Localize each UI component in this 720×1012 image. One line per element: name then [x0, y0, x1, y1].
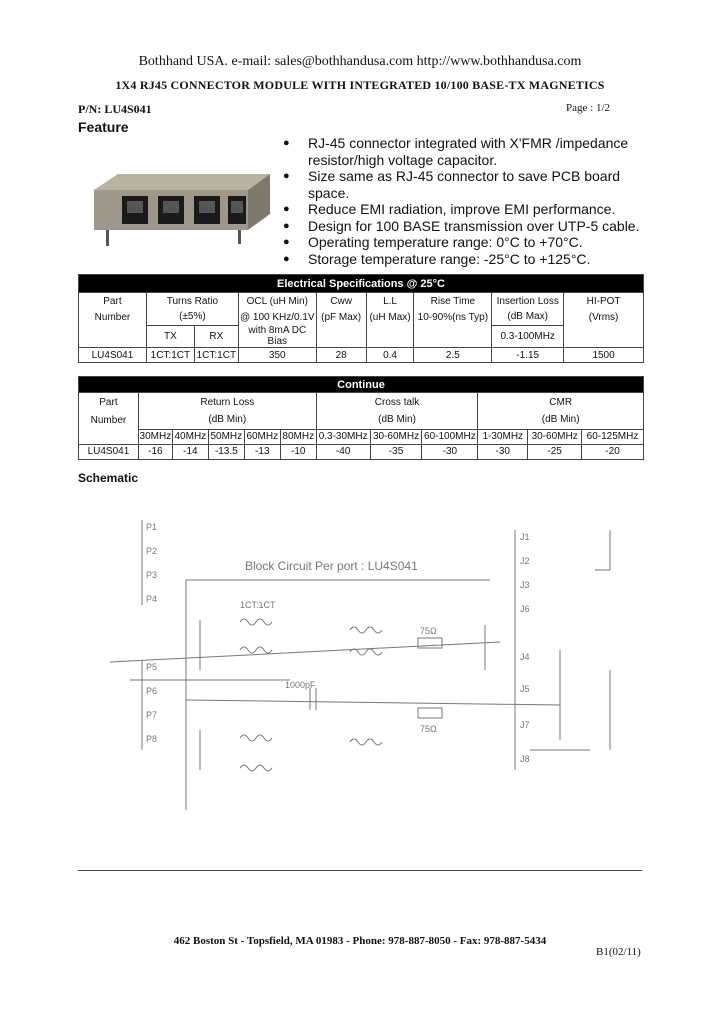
schematic-caption: Block Circuit Per port : LU4S041 — [245, 559, 418, 573]
feature-item: ● RJ-45 connector integrated with X'FMR /impedance resistor/high voltage capacitor. — [283, 135, 663, 168]
cell-value: -10 — [280, 444, 316, 459]
schematic-diagram — [90, 510, 630, 820]
ll-label: L.L — [366, 293, 414, 310]
insertion-loss-unit: (dB Max) — [492, 309, 564, 325]
part-number: P/N: LU4S041 — [78, 102, 152, 116]
pin-label: P1 — [146, 522, 158, 532]
cww-text: Cww — [330, 295, 352, 307]
turns-ratio-label: Turns Ratio — [146, 293, 238, 310]
document-title: 1X4 RJ45 CONNECTOR MODULE WITH INTEGRATED 10/100 BASE-TX MAGNETICS — [115, 78, 605, 92]
footer-divider — [78, 870, 642, 871]
insertion-loss-label: Insertion Loss — [492, 293, 564, 310]
pin-label: J4 — [520, 652, 530, 662]
cross-talk-label: Cross talk — [316, 393, 478, 412]
page-number: Page : 1/2 — [566, 102, 610, 114]
turns-tolerance: (±5%) — [146, 309, 238, 325]
part-label: Part — [79, 393, 139, 412]
pin-label: P8 — [146, 734, 158, 744]
pin-label: J5 — [520, 684, 530, 694]
company-contact-line: Bothhand USA. e-mail: sales@bothhandusa.com http://www.bothhandusa.com — [138, 54, 582, 69]
feature-item: ● Design for 100 BASE transmission over UTP-5 cable. — [283, 218, 663, 235]
tx-label: TX — [146, 325, 194, 348]
cell-cww: 28 — [316, 348, 366, 363]
cell-value: -30 — [478, 444, 528, 459]
resistor-label: 75Ω — [420, 626, 437, 636]
cell-value: -13 — [244, 444, 280, 459]
turns-ratio-label: 1CT:1CT — [240, 600, 276, 610]
freq-header: 30MHz — [139, 431, 172, 442]
feature-item: ● Size same as RJ-45 connector to save PCB board space. — [283, 168, 663, 201]
pin-label: J8 — [520, 754, 530, 764]
cww-label — [316, 293, 366, 310]
feature-list — [283, 135, 663, 267]
pin-label: P7 — [146, 710, 158, 720]
pin-label: P6 — [146, 686, 158, 696]
cmr-label: CMR — [478, 393, 644, 412]
cell-rx: 1CT:1CT — [194, 348, 238, 363]
pin-label: P3 — [146, 570, 158, 580]
pin-label: P2 — [146, 546, 158, 556]
pin-label: J3 — [520, 580, 530, 590]
rj45-module-photo — [88, 168, 274, 248]
cell-part: LU4S041 — [79, 348, 147, 363]
number-label: Number — [79, 411, 139, 429]
freq-header: 80MHz — [280, 429, 316, 444]
freq-header: 30-60MHz — [370, 429, 422, 444]
capacitor-label: 1000pF — [285, 680, 316, 690]
cww-unit: (pF Max) — [316, 309, 366, 325]
electrical-spec-table — [78, 274, 644, 363]
cell-rise: 2.5 — [414, 348, 492, 363]
rx-label: RX — [194, 325, 238, 348]
table-row — [79, 444, 644, 459]
freq-header: 1-30MHz — [478, 429, 528, 444]
freq-header: 60MHz — [244, 429, 280, 444]
cell-value: -16 — [138, 444, 172, 459]
ocl-bias: with 8mA DC Bias — [238, 325, 316, 348]
freq-header: 30-60MHz — [528, 429, 582, 444]
cell-value: -14 — [172, 444, 208, 459]
footer-address: 462 Boston St - Topsfield, MA 01983 - Phone: 978-887-8050 - Fax: 978-887-5434 — [173, 935, 547, 947]
schematic-heading: Schematic — [78, 471, 139, 485]
pin-label: J7 — [520, 720, 530, 730]
freq-header: 50MHz — [208, 429, 244, 444]
cross-talk-unit: (dB Min) — [316, 411, 478, 429]
cell-il: -1.15 — [492, 348, 564, 363]
rise-time-unit: 10-90%(ns Typ) — [414, 309, 492, 325]
hipot-unit: (Vrms) — [564, 309, 644, 325]
continue-band: Continue — [79, 377, 644, 393]
ocl-label: OCL (uH Min) — [238, 293, 316, 310]
cell-tx: 1CT:1CT — [146, 348, 194, 363]
cell-hipot: 1500 — [564, 348, 644, 363]
pin-label: J1 — [520, 532, 530, 542]
ocl-condition: @ 100 KHz/0.1V — [238, 309, 316, 325]
cell-value: -20 — [582, 444, 644, 459]
ll-unit: (uH Max) — [366, 309, 414, 325]
resistor-label: 75Ω — [420, 724, 437, 734]
revision-code: B1(02/11) — [596, 946, 641, 958]
return-loss-unit: (dB Min) — [138, 411, 316, 429]
hipot-label: HI-POT — [564, 293, 644, 310]
insertion-loss-freq: 0.3-100MHz — [492, 325, 564, 348]
cell-value: -13.5 — [208, 444, 244, 459]
feature-heading: Feature — [78, 119, 129, 135]
number-label: Number — [79, 309, 147, 325]
return-loss-label: Return Loss — [138, 393, 316, 412]
cell-ll: 0.4 — [366, 348, 414, 363]
freq-header: 0.3-30MHz — [316, 429, 370, 444]
cell-value: -35 — [370, 444, 422, 459]
pin-label: P4 — [146, 594, 158, 604]
part-label: Part — [79, 293, 147, 310]
feature-item: ● Reduce EMI radiation, improve EMI performance. — [283, 201, 663, 218]
cmr-unit: (dB Min) — [478, 411, 644, 429]
freq-header: 60-125MHz — [582, 429, 644, 444]
table-row — [79, 348, 644, 363]
freq-header: 40MHz — [172, 429, 208, 444]
feature-item: ● Storage temperature range: -25°C to +125°C. — [283, 251, 663, 268]
cell-value: -25 — [528, 444, 582, 459]
cell-part: LU4S041 — [79, 444, 139, 459]
electrical-spec-band: Electrical Specifications @ 25°C — [79, 275, 644, 293]
pin-label: P5 — [146, 662, 158, 672]
pin-label: J6 — [520, 604, 530, 614]
freq-header: 60-100MHz — [422, 429, 478, 444]
cell-value: -40 — [316, 444, 370, 459]
rise-time-label: Rise Time — [414, 293, 492, 310]
feature-item: ● Operating temperature range: 0°C to +70°C. — [283, 234, 663, 251]
cell-value: -30 — [422, 444, 478, 459]
cell-ocl: 350 — [238, 348, 316, 363]
continue-spec-table — [78, 376, 644, 460]
pin-label: J2 — [520, 556, 530, 566]
